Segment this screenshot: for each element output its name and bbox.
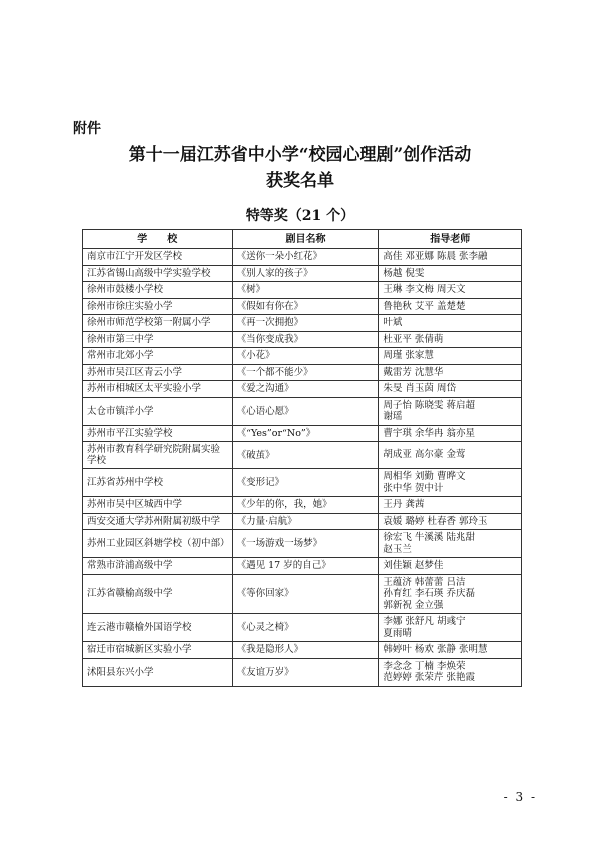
play-cell: 《心灵之椅》	[232, 614, 379, 642]
teachers-cell	[379, 530, 522, 558]
teacher-line: 孙育红 李石瑛 乔庆磊	[383, 588, 475, 599]
table-row	[83, 658, 522, 686]
teachers-cell	[379, 513, 522, 530]
school-cell: 江苏省苏州中学校	[83, 469, 233, 497]
teacher-line: 范婷婷 张荣芹 张艳霞	[383, 672, 475, 683]
teacher-line: 李念念 丁楠 李焕荣	[383, 660, 466, 672]
play-cell: 《假如有你在》	[232, 298, 379, 315]
school-cell: 徐州市鼓楼小学校	[83, 282, 233, 299]
play-cell: 《树》	[232, 282, 379, 299]
school-cell: 苏州市平江实验学校	[83, 425, 233, 442]
document-subtitle: 获奖名单	[266, 171, 334, 191]
teachers-cell	[379, 442, 522, 469]
school-cell: 苏州工业园区斜塘学校（初中部）	[83, 530, 233, 558]
school-cell: 苏州市吴中区城西中学	[83, 497, 233, 514]
teacher-line: 赵玉兰	[383, 543, 412, 555]
school-cell: 常熟市浒浦高级中学	[83, 558, 233, 575]
teacher-line: 张中华 贺中计	[383, 482, 444, 494]
play-cell: 《一个都不能少》	[232, 364, 379, 381]
school-cell: 徐州市第三中学	[83, 331, 233, 348]
teachers-cell	[379, 298, 522, 315]
teacher-line: 杜亚平 张倩萌	[383, 333, 444, 345]
attachment-label: 附件	[73, 121, 101, 137]
teachers-cell	[379, 425, 522, 442]
teachers-cell	[379, 315, 522, 332]
play-cell: 《友谊万岁》	[232, 658, 379, 686]
header-play: 剧目名称	[232, 230, 379, 249]
teacher-line: 杨越 倪雯	[383, 267, 425, 279]
teacher-line: 王蕴济 韩蕾蕾 吕洁	[383, 576, 466, 588]
table-row	[83, 331, 522, 348]
teachers-cell	[379, 265, 522, 282]
teacher-line: 叶斌	[383, 317, 403, 328]
header-school: 学 校	[83, 230, 233, 249]
teachers-cell	[379, 558, 522, 575]
play-cell: 《别人家的孩子》	[232, 265, 379, 282]
table-row	[83, 425, 522, 442]
table-row	[83, 530, 522, 558]
play-cell: 《破茧》	[232, 442, 379, 469]
school-cell: 西安交通大学苏州附属初级中学	[83, 513, 233, 530]
teachers-cell	[379, 642, 522, 659]
play-cell: 《“Yes”or“No”》	[232, 425, 379, 442]
teachers-cell	[379, 658, 522, 686]
school-cell: 徐州市师范学校第一附属小学	[83, 315, 233, 332]
teacher-line: 周子怡 陈晓雯 蒋启超	[383, 399, 475, 411]
school-cell: 江苏省锡山高级中学实验学校	[83, 265, 233, 282]
table-row	[83, 315, 522, 332]
table-row	[83, 364, 522, 381]
document-title: 第十一届江苏省中小学“校园心理剧”创作活动	[128, 145, 472, 165]
teacher-line: 周瑾 张家慧	[383, 350, 434, 361]
teacher-line: 郭新祝 金立强	[383, 599, 444, 611]
school-cell: 苏州市相城区太平实验小学	[83, 381, 233, 398]
table-row	[83, 381, 522, 398]
play-cell: 《等你回家》	[232, 574, 379, 614]
play-cell: 《少年的你，我，她》	[232, 497, 379, 514]
teachers-cell	[379, 249, 522, 266]
school-cell: 宿迁市宿城新区实验小学	[83, 642, 233, 659]
table-row	[83, 282, 522, 299]
teacher-line: 袁媛 璐婷 杜春香 郭玲玉	[383, 515, 488, 527]
school-cell: 江苏省赣榆高级中学	[83, 574, 233, 614]
table-row	[83, 348, 522, 365]
play-cell: 《变形记》	[232, 469, 379, 497]
play-cell: 《心语心愿》	[232, 397, 379, 425]
teachers-cell	[379, 348, 522, 365]
teacher-line: 王丹 龚茜	[383, 499, 425, 510]
school-cell: 苏州市教育科学研究院附属实验学校	[83, 442, 233, 469]
teachers-cell	[379, 497, 522, 514]
table-row	[83, 513, 522, 530]
award-section-heading: 特等奖（21 个）	[245, 208, 355, 224]
teachers-cell	[379, 381, 522, 398]
teacher-line: 戴雷芳 沈慧华	[383, 366, 444, 378]
table-row	[83, 558, 522, 575]
school-cell: 徐州市徐庄实验小学	[83, 298, 233, 315]
school-cell: 连云港市赣榆外国语学校	[83, 614, 233, 642]
teacher-line: 曹宇琪 余华冉 翁亦星	[383, 427, 475, 439]
table-row	[83, 265, 522, 282]
school-cell: 常州市北郊小学	[83, 348, 233, 365]
teacher-line: 鲁艳秋 艾平 盖楚楚	[383, 300, 466, 312]
play-cell: 《再一次拥抱》	[232, 315, 379, 332]
table-row	[83, 497, 522, 514]
play-cell: 《我是隐形人》	[232, 642, 379, 659]
play-cell: 《送你一朵小红花》	[232, 249, 379, 266]
teacher-line: 刘佳颖 赵梦佳	[383, 560, 444, 571]
teacher-line: 周相华 刘勤 曹晔文	[383, 471, 466, 482]
table-row	[83, 397, 522, 425]
table-row	[83, 574, 522, 614]
teacher-line: 夏雨晴	[383, 627, 412, 639]
header-teachers: 指导老师	[379, 230, 522, 249]
teachers-cell	[379, 331, 522, 348]
play-cell: 《小花》	[232, 348, 379, 365]
play-cell: 《力量·启航》	[232, 513, 379, 530]
teachers-cell	[379, 469, 522, 497]
table-header-row	[83, 230, 522, 249]
award-table	[82, 229, 522, 687]
table-row	[83, 298, 522, 315]
page-number: - 3 -	[503, 790, 537, 804]
teacher-line: 胡成亚 高尔豪 金莺	[383, 449, 466, 461]
table-row	[83, 469, 522, 497]
school-cell: 太仓市镇洋小学	[83, 397, 233, 425]
teachers-cell	[379, 574, 522, 614]
teacher-line: 高佳 邓亚娜 陈晨 张李融	[383, 251, 488, 262]
teacher-line: 李娜 张舒凡 胡彧宁	[383, 616, 466, 627]
school-cell: 南京市江宁开发区学校	[83, 249, 233, 266]
teacher-line: 谢瑶	[383, 411, 403, 422]
teachers-cell	[379, 614, 522, 642]
teachers-cell	[379, 282, 522, 299]
teachers-cell	[379, 397, 522, 425]
table-row	[83, 442, 522, 469]
play-cell: 《遇见 17 岁的自己》	[232, 558, 379, 575]
school-cell: 苏州市吴江区青云小学	[83, 364, 233, 381]
table-row	[83, 249, 522, 266]
play-cell: 《当你变成我》	[232, 331, 379, 348]
teacher-line: 朱旻 肖玉茵 周岱	[383, 383, 456, 394]
play-cell: 《一场游戏一场梦》	[232, 530, 379, 558]
teacher-line: 徐宏飞 牛溪溪 陆兆甜	[383, 532, 475, 543]
teacher-line: 王琳 李文梅 周天文	[383, 284, 466, 295]
table-row	[83, 614, 522, 642]
play-cell: 《爱之沟通》	[232, 381, 379, 398]
table-row	[83, 642, 522, 659]
teachers-cell	[379, 364, 522, 381]
school-cell: 沭阳县东兴小学	[83, 658, 233, 686]
teacher-line: 韩婷叶 杨欢 张静 张明慧	[383, 644, 488, 655]
